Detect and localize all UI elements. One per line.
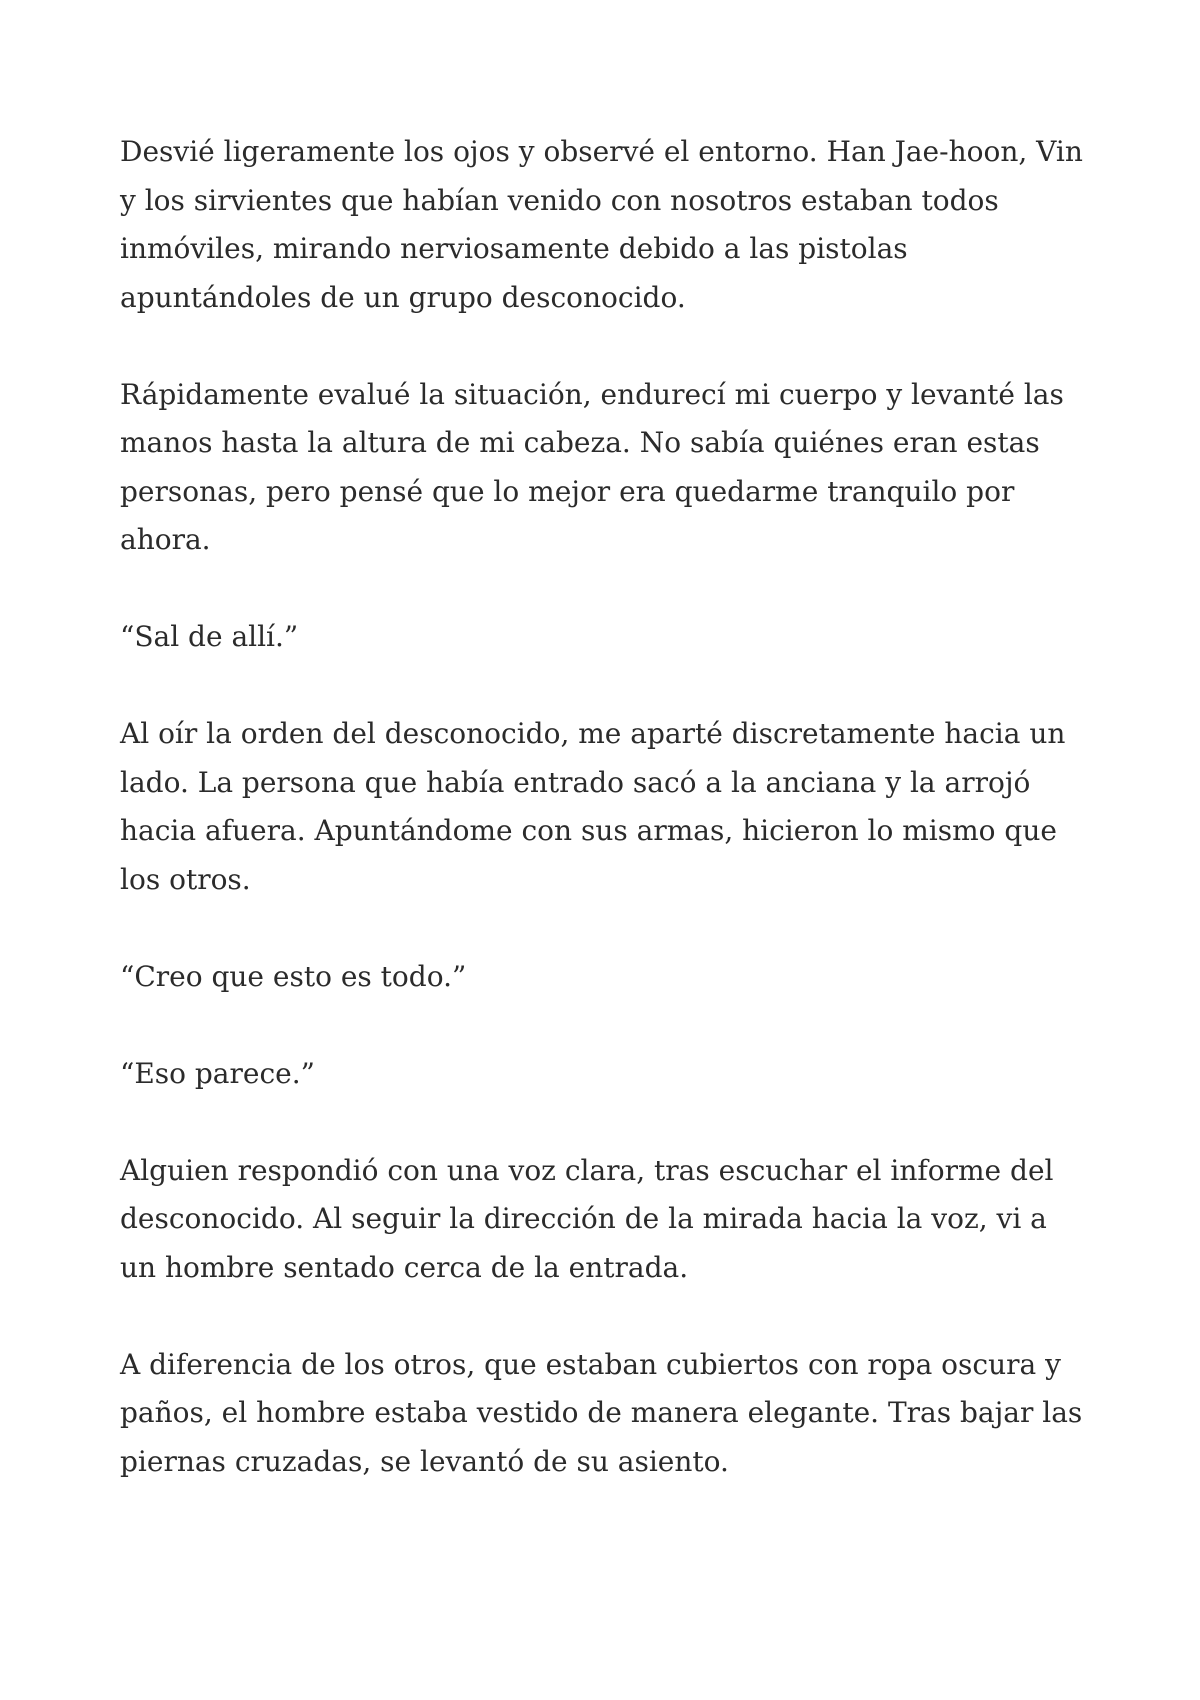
paragraph: A diferencia de los otros, que estaban cubiertos con ropa oscura y paños, el hombre estaba vestido de manera elegante. Tras bajar las piernas cruzadas, se levantó de su asiento. bbox=[120, 1347, 1083, 1478]
paragraph: Desvié ligeramente los ojos y observé el entorno. Han Jae-hoon, Vin y los sirvientes que habían venido con nosotros estaban todos inmóviles, mirando nerviosamente debido a las pistolas apuntándoles de un grupo desconocido. bbox=[120, 135, 1083, 314]
paragraph: Rápidamente evalué la situación, endurecí mi cuerpo y levanté las manos hasta la altura de mi cabeza. No sabía quiénes eran estas personas, pero pensé que lo mejor era quedarme tranquilo por ahora. bbox=[120, 377, 1064, 556]
dialogue-line: “Eso parece.” bbox=[120, 1056, 315, 1090]
paragraph: Al oír la orden del desconocido, me aparté discretamente hacia un lado. La persona que había entrado sacó a la anciana y la arrojó hacia afuera. Apuntándome con sus armas, hicieron lo mismo que los otros. bbox=[120, 717, 1066, 896]
body-text bbox=[120, 128, 1090, 1535]
dialogue-line: “Sal de allí.” bbox=[120, 620, 299, 653]
paragraph: Alguien respondió con una voz clara, tras escuchar el informe del desconocido. Al seguir la dirección de la mirada hacia la voz, vi a un hombre sentado cerca de la entrada. bbox=[120, 1153, 1054, 1284]
dialogue-line: “Creo que esto es todo.” bbox=[120, 959, 467, 993]
